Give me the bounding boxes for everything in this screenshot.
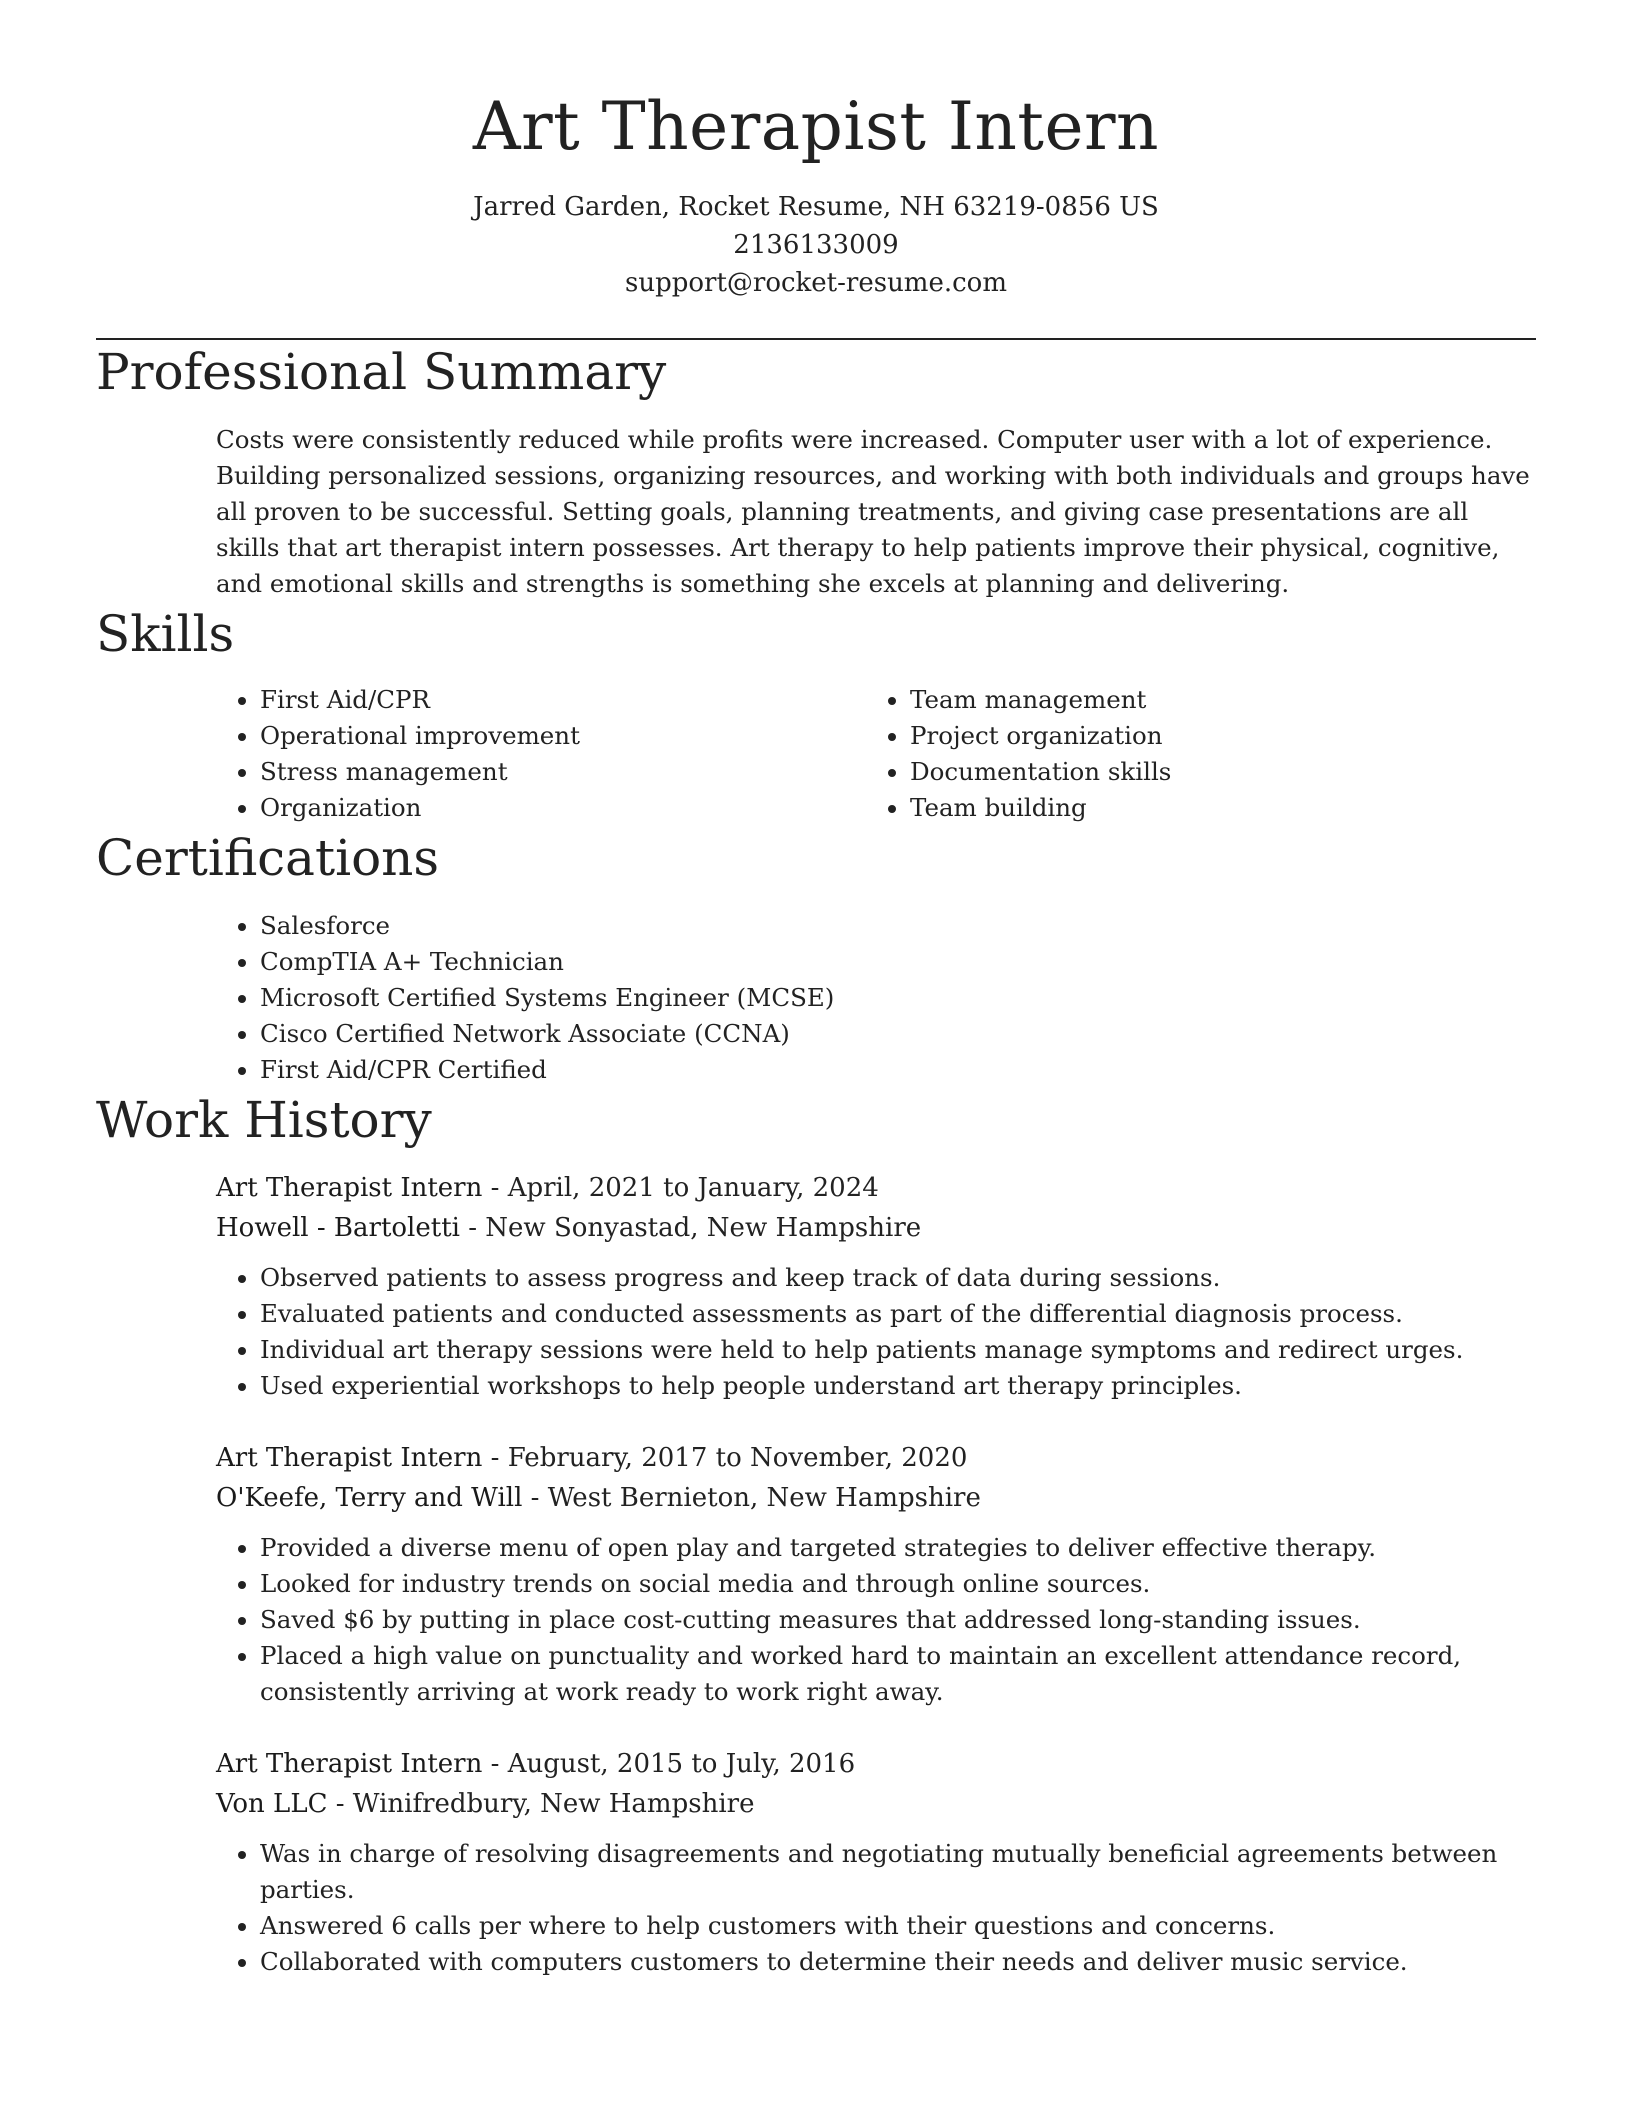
job-bullet: • Evaluated patients and conducted assessments as part of the differential diagnosis process. [260,1296,1536,1332]
skill-item: • Organization [260,790,866,826]
job-entry [216,1744,1536,1980]
job-bullet: • Observed patients to assess progress and keep track of data during sessions. [260,1260,1536,1296]
candidate-name: Art Therapist Intern [472,88,1160,165]
job-employer-line [216,1478,1536,1518]
certifications-heading: Certifications [96,829,440,887]
job-employer: Howell - Bartoletti [216,1213,460,1243]
job-bullet: • Used experiential workshops to help people understand art therapy principles. [260,1368,1536,1404]
resume-header [96,0,1536,302]
certifications-list [216,908,1536,1088]
job-bullets-wrap [216,1260,1536,1404]
contact-email: support@rocket-resume.com [624,268,1007,298]
job-bullets [216,1836,1536,1980]
certifications-section [96,826,1536,1088]
job-entry [216,1168,1536,1404]
work-history-section [96,1088,1536,1980]
skill-item: • Stress management [260,754,866,790]
job-bullet: • Looked for industry trends on social media and through online sources. [260,1566,1536,1602]
job-bullets-wrap [216,1836,1536,1980]
job-bullet: • Collaborated with computers customers to determine their needs and deliver music service. [260,1944,1536,1980]
job-employer-line [216,1208,1536,1248]
skills-section [96,602,1536,826]
job-employer: O'Keefe, Terry and Will [216,1483,523,1513]
job-bullet: • Individual art therapy sessions were held to help patients manage symptoms and redirect urges. [260,1332,1536,1368]
certification-item: • Salesforce [260,908,1536,944]
job-bullet: • Placed a high value on punctuality and worked hard to maintain an excellent attendance record, consistently arriving at work ready to work right away. [260,1638,1536,1710]
skill-item: • Project organization [910,718,1516,754]
skills-heading: Skills [96,605,235,663]
contact-phone: 2136133009 [733,230,899,260]
certification-item: • Microsoft Certified Systems Engineer (MCSE) [260,980,1536,1016]
skills-list-left [216,682,866,826]
skills-grid [216,682,1536,826]
job-bullets [216,1260,1536,1404]
job-title-line [216,1744,1536,1784]
certification-item: • Cisco Certified Network Associate (CCNA) [260,1016,1536,1052]
certification-item: • First Aid/CPR Certified [260,1052,1536,1088]
job-title-line [216,1438,1536,1478]
skills-list-right [866,682,1516,826]
summary-section [96,340,1536,602]
job-location: - Winifredbury, New Hampshire [327,1789,755,1819]
job-bullet: • Was in charge of resolving disagreements and negotiating mutually beneficial agreements between parties. [260,1836,1536,1908]
summary-heading: Professional Summary [96,343,667,401]
job-title: Art Therapist Intern [216,1443,483,1473]
skill-item: • Team building [910,790,1516,826]
job-employer: Von LLC [216,1789,328,1819]
skills-column-left [216,682,866,826]
job-bullets-wrap [216,1530,1536,1710]
resume-page [96,0,1536,1980]
certifications-list-wrap [216,908,1536,1088]
job-dates: - August, 2015 to July, 2016 [482,1749,856,1779]
job-dates: - February, 2017 to November, 2020 [482,1443,968,1473]
contact-address: Jarred Garden, Rocket Resume, NH 63219-0856 US [473,192,1159,222]
job-title: Art Therapist Intern [216,1173,483,1203]
job-location: - New Sonyastad, New Hampshire [459,1213,922,1243]
skill-item: • Team management [910,682,1516,718]
skill-item: • First Aid/CPR [260,682,866,718]
job-employer-line [216,1784,1536,1824]
work-history-heading: Work History [96,1091,432,1149]
summary-text: Costs were consistently reduced while profits were increased. Computer user with a lot of experience. Building personalized sessions, organizing resources, and working with both individuals and groups have all proven to be successful. Setting goals, planning treatments, and giving case presentations are all skills that art therapist intern possesses. Art therapy to help patients improve their physical, cognitive, and emotional skills and strengths is something she excels at planning and delivering. [216,425,1530,598]
job-location: - West Bernieton, New Hampshire [522,1483,981,1513]
certification-item: • CompTIA A+ Technician [260,944,1536,980]
job-title-line [216,1168,1536,1208]
job-bullet: • Provided a diverse menu of open play and targeted strategies to deliver effective therapy. [260,1530,1536,1566]
job-dates: - April, 2021 to January, 2024 [482,1173,879,1203]
skill-item: • Operational improvement [260,718,866,754]
skills-column-right [866,682,1516,826]
job-entry [216,1438,1536,1710]
job-bullet: • Answered 6 calls per where to help customers with their questions and concerns. [260,1908,1536,1944]
job-bullet: • Saved $6 by putting in place cost-cutting measures that addressed long-standing issues. [260,1602,1536,1638]
skill-item: • Documentation skills [910,754,1516,790]
job-title: Art Therapist Intern [216,1749,483,1779]
job-bullets [216,1530,1536,1710]
